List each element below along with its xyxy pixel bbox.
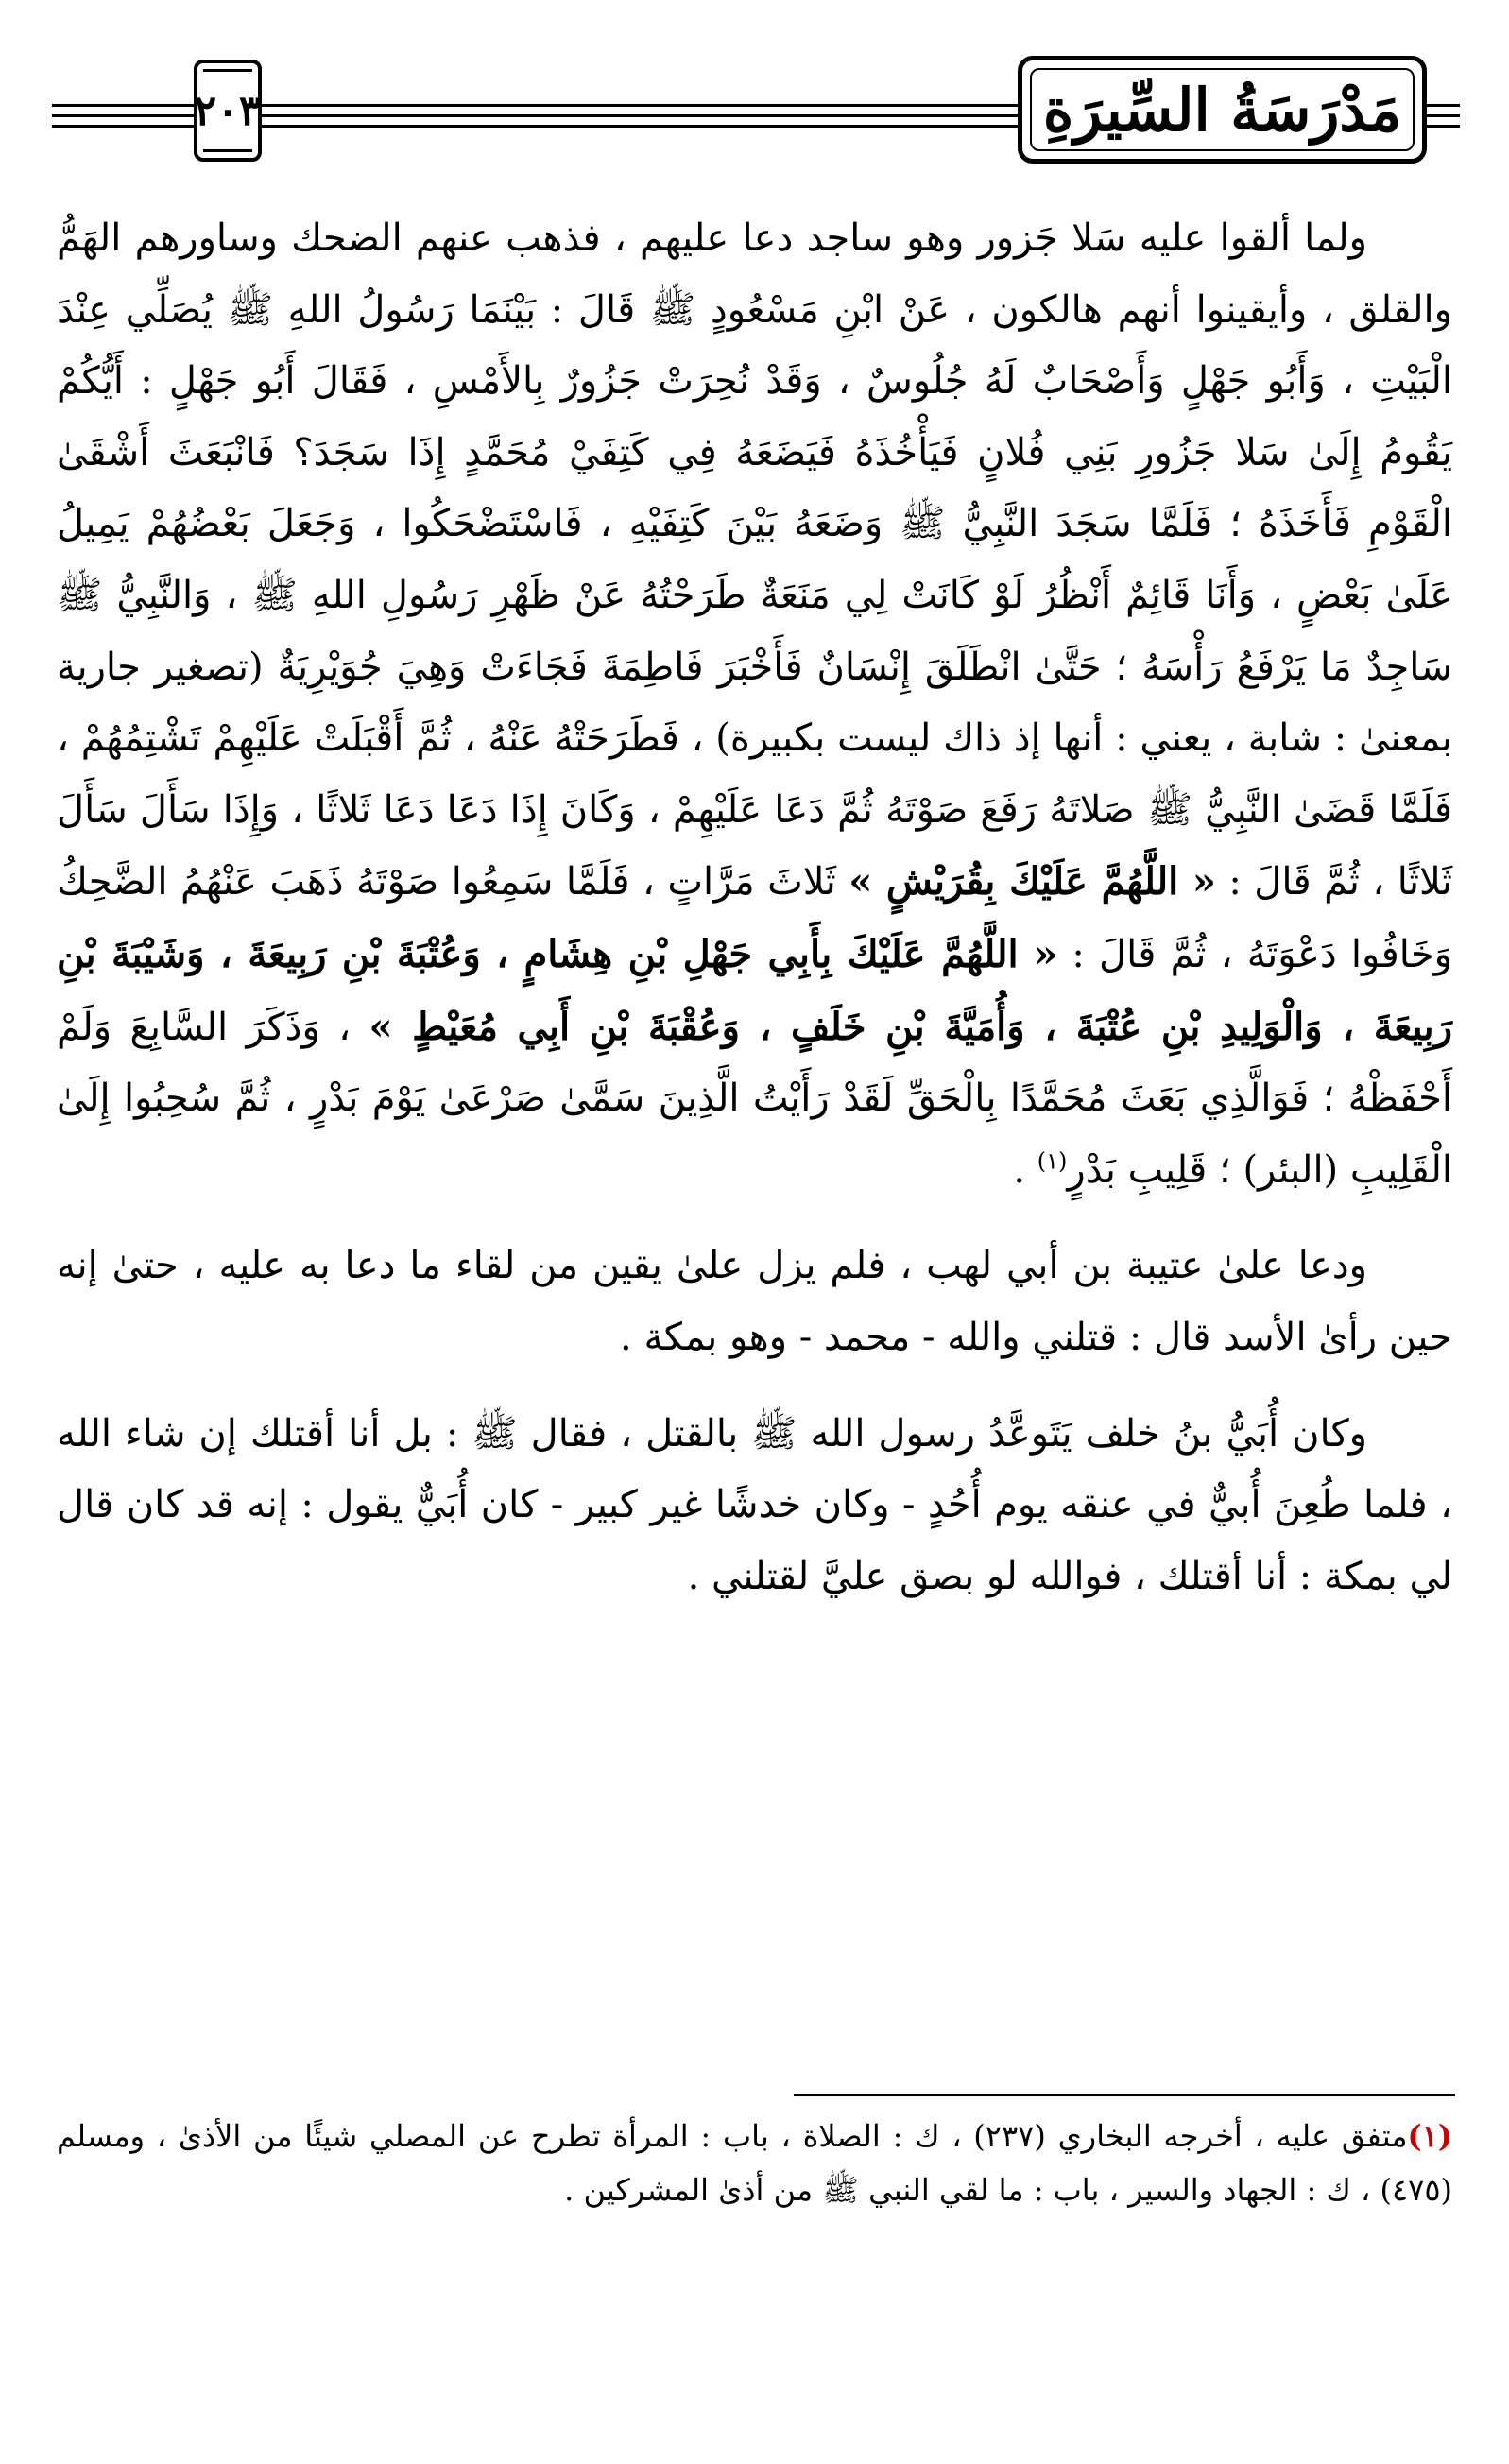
dua-text: « اللَّهُمَّ عَلَيْكَ بِقُرَيْشٍ » <box>849 859 1216 905</box>
header-rule <box>52 125 194 128</box>
header-rule <box>1427 104 1460 107</box>
paragraph-ubayy: وكان أُبَيُّ بنُ خلف يَتَوعَّدُ رسول الله ﷺ بالقتل ، فقال ﷺ : بل أنا أقتلك إن شاء الله ، فلما طُعِنَ أُبيٌّ في عنقه يوم أُحُدٍ - وكان خدشًا غير كبير - كان أُبَيٌّ يقول : إنه قد كان قال لي بمكة : أنا أقتلك ، فوالله لو بصق عليَّ لقتلني . <box>57 1411 1452 1598</box>
footnote <box>57 2110 1452 2217</box>
header-rule <box>262 125 1018 128</box>
running-title: مَدْرَسَةُ السِّيرَةِ <box>1042 75 1402 145</box>
paragraph-utaybah: ودعا علىٰ عتيبة بن أبي لهب ، فلم يزل علىٰ يقين من لقاء ما دعا به عليه ، حتىٰ إنه حين رأىٰ الأسد قال : قتلني والله - محمد - وهو بمكة . <box>57 1244 1452 1359</box>
main-text <box>57 203 1452 1612</box>
page-number-frame <box>194 60 262 162</box>
paragraph-text: ، وَذَكَرَ السَّابِعَ وَلَمْ أَحْفَظْهُ ؛ فَوَالَّذِي بَعَثَ مُحَمَّدًا بِالْحَقِّ لَقَدْ رَأَيْتُ الَّذِينَ سَمَّىٰ صَرْعَىٰ يَوْمَ بَدْرٍ ، ثُمَّ سُحِبُوا إِلَىٰ الْقَلِيبِ (البئر) ؛ قَلِيبِ بَدْرٍ <box>57 1005 1452 1192</box>
paragraph-end: . <box>1013 1147 1037 1192</box>
header-rule <box>262 104 1018 107</box>
header-rule <box>52 104 194 107</box>
footnote-text: متفق عليه ، أخرجه البخاري (٢٣٧) ، ك : الصلاة ، باب : المرأة تطرح عن المصلي شيئًا من الأذىٰ ، ومسلم (٤٧٥) ، ك : الجهاد والسير ، باب : ما لقي النبي ﷺ من أذىٰ المشركين . <box>57 2118 1452 2208</box>
footnote-marker: (١) <box>1407 2118 1453 2154</box>
header-rule <box>1427 125 1460 128</box>
header-rule <box>52 114 194 117</box>
page-number: ٢٠٣ <box>194 86 262 135</box>
paragraph-text: ولما ألقوا عليه سَلا جَزور وهو ساجد دعا عليهم ، فذهب عنهم الضحك وساورهم الهَمُّ والقلق ، وأيقينوا أنهم هالكون ، عَنْ ابْنِ مَسْعُودٍ ﷺ قَالَ : بَيْنَمَا رَسُولُ اللهِ ﷺ يُصَلِّي عِنْدَ الْبَيْتِ ، وَأَبُو جَهْلٍ وَأَصْحَابٌ لَهُ جُلُوسٌ ، وَقَدْ نُحِرَتْ جَزُورٌ بِالأَمْسِ ، فَقَالَ أَبُو جَهْلٍ : أَيُّكُمْ يَقُومُ إِلَىٰ سَلا جَزُورِ بَنِي فُلانٍ فَيَأْخُذَهُ فَيَضَعَهُ فِي كَتِفَيْ مُحَمَّدٍ إِذَا سَجَدَ؟ فَانْبَعَثَ أَشْقَىٰ الْقَوْمِ فَأَخَذَهُ ؛ فَلَمَّا سَجَدَ النَّبِيُّ ﷺ وَضَعَهُ بَيْنَ كَتِفَيْهِ ، فَاسْتَضْحَكُوا ، وَجَعَلَ بَعْضُهُمْ يَمِيلُ عَلَىٰ بَعْضٍ ، وَأَنَا قَائِمٌ أَنْظُرُ لَوْ كَانَتْ لِي مَنَعَةٌ طَرَحْتُهُ عَنْ ظَهْرِ رَسُولِ اللهِ ﷺ ، وَالنَّبِيُّ ﷺ سَاجِدٌ مَا يَرْفَعُ رَأْسَهُ ؛ حَتَّىٰ انْطَلَقَ إِنْسَانٌ فَأَخْبَرَ فَاطِمَةَ فَجَاءَتْ وَهِيَ جُوَيْرِيَةٌ (تصغير جارية بمعنىٰ : شابة ، يعني : أنها إذ ذاك ليست بكبيرة) ، فَطَرَحَتْهُ عَنْهُ ، ثُمَّ أَقْبَلَتْ عَلَيْهِمْ تَشْتِمُهُمْ ، فَلَمَّا قَضَىٰ النَّبِيُّ ﷺ صَلاتَهُ رَفَعَ صَوْتَهُ ثُمَّ دَعَا عَلَيْهِمْ ، وَكَانَ إِذَا دَعَا دَعَا ثَلاثًا ، وَإِذَا سَأَلَ سَأَلَ ثَلاثًا ، ثُمَّ قَالَ : <box>57 216 1453 905</box>
page-header <box>52 52 1460 170</box>
header-rule <box>262 114 1018 117</box>
dua-text: « اللَّهُمَّ عَلَيْكَ بِأَبِي جَهْلِ بْنِ هِشَامٍ ، وَعُتْبَةَ بْنِ رَبِيعَةَ ، وَشَيْبَةَ بْنِ رَبِيعَةَ ، وَالْوَلِيدِ بْنِ عُتْبَةَ ، وَأُمَيَّةَ بْنِ خَلَفٍ ، وَعُقْبَةَ بْنِ أَبِي مُعَيْطٍ » <box>57 931 1453 1049</box>
paragraph-text: ثَلاثَ مَرَّاتٍ ، فَلَمَّا سَمِعُوا صَوْتَهُ ذَهَبَ عَنْهُمُ الضَّحِكُ وَخَافُوا دَعْوَتَهُ ، ثُمَّ قَالَ : <box>57 860 1452 976</box>
footnote-reference: (١) <box>1037 1147 1068 1175</box>
header-rule <box>1427 114 1460 117</box>
footnote-separator <box>794 2094 1455 2096</box>
running-title-frame <box>1018 56 1427 164</box>
paragraph-hadith <box>57 203 1452 1206</box>
